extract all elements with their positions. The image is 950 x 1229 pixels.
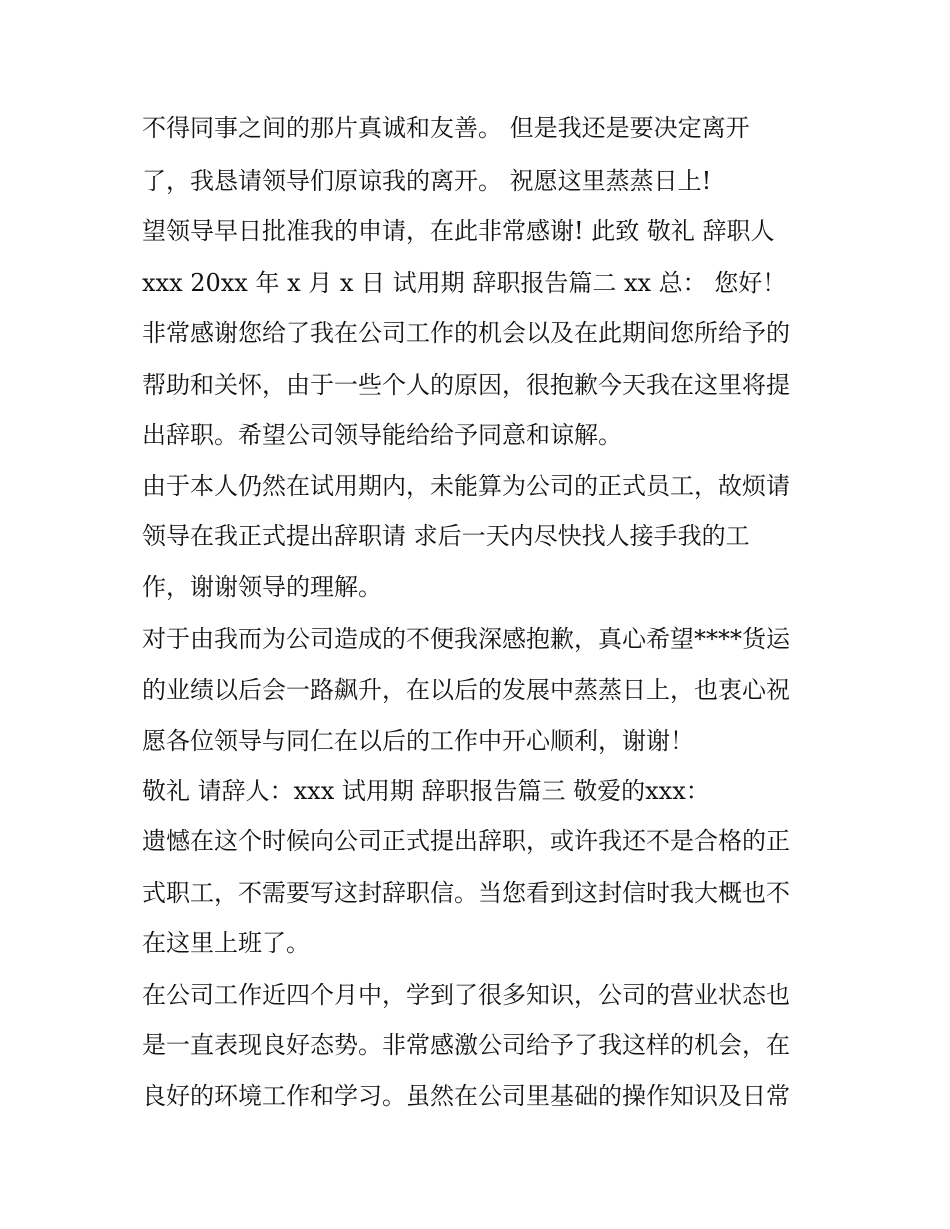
text-line: 式职工，不需要写这封辞职信。当您看到这封信时我大概也不 (142, 879, 790, 907)
text-line: 非常感谢您给了我在公司工作的机会以及在此期间您所给予的 (142, 319, 790, 347)
text-line: xxx 20xx 年 x 月 x 日 试用期 辞职报告篇二 xx 总： 您好！ (142, 269, 787, 297)
text-line: 由于本人仍然在试用期内，未能算为公司的正式员工，故烦请 (142, 472, 790, 500)
text-line: 了，我恳请领导们原谅我的离开。 祝愿这里蒸蒸日上! (142, 167, 712, 195)
text-line: 是一直表现良好态势。非常感激公司给予了我这样的机会，在 (142, 1031, 790, 1059)
text-line: 敬礼 请辞人：xxx 试用期 辞职报告篇三 敬爱的xxx： (142, 777, 710, 805)
text-line: 帮助和关怀，由于一些个人的原因，很抱歉今天我在这里将提 (142, 371, 790, 399)
text-line: 在这里上班了。 (142, 929, 310, 957)
text-line: 对于由我而为公司造成的不便我深感抱歉，真心希望****货运 (142, 625, 790, 653)
text-line: 作，谢谢领导的理解。 (142, 573, 382, 601)
text-line: 望领导早日批准我的申请，在此非常感谢! 此致 敬礼 辞职人 (142, 217, 775, 245)
text-line: 在公司工作近四个月中，学到了很多知识，公司的营业状态也 (142, 981, 790, 1009)
text-line: 出辞职。希望公司领导能给给予同意和谅解。 (142, 421, 622, 449)
text-line: 愿各位领导与同仁在以后的工作中开心顺利，谢谢！ (142, 727, 694, 755)
text-line: 不得同事之间的那片真诚和友善。 但是我还是要决定离开 (142, 114, 750, 142)
text-line: 的业绩以后会一路飙升，在以后的发展中蒸蒸日上，也衷心祝 (142, 676, 790, 704)
text-line: 遗憾在这个时候向公司正式提出辞职，或许我还不是合格的正 (142, 827, 790, 855)
text-line: 领导在我正式提出辞职请 求后一天内尽快找人接手我的工 (142, 522, 750, 550)
text-line: 良好的环境工作和学习。虽然在公司里基础的操作知识及日常 (142, 1082, 790, 1110)
